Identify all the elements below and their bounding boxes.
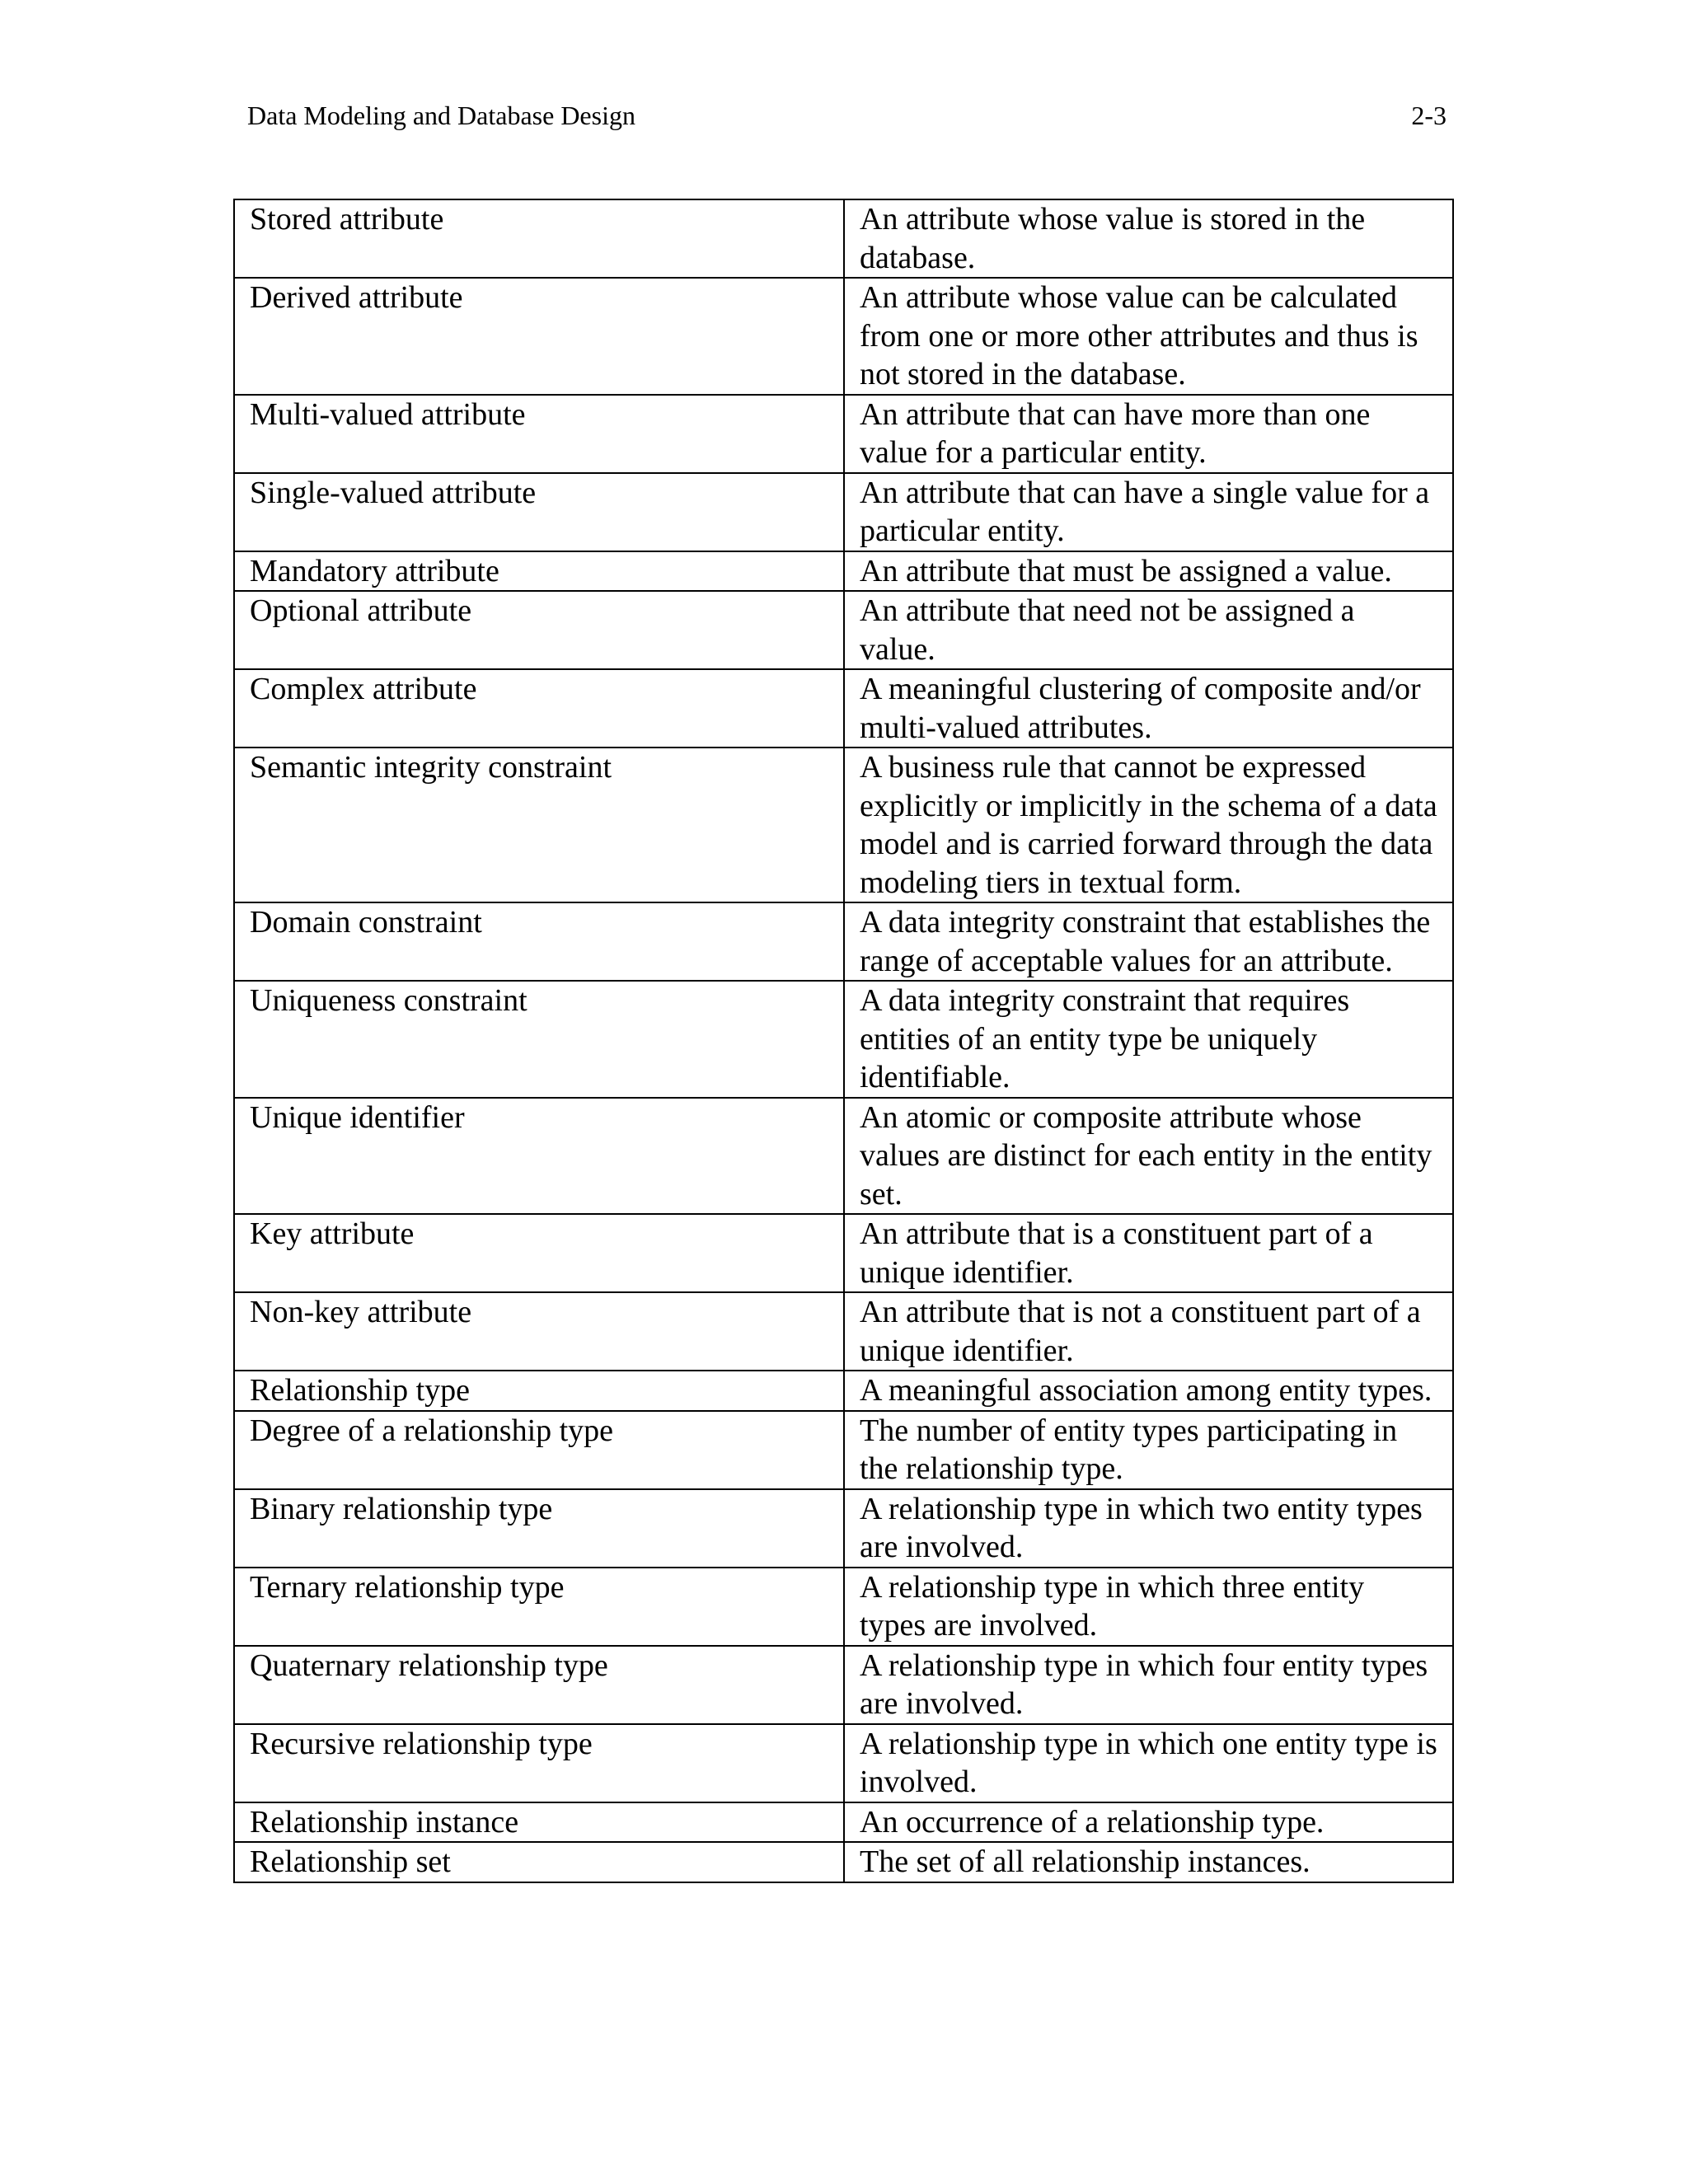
- term-cell: Multi-valued attribute: [234, 395, 844, 473]
- table-row: [234, 1568, 1453, 1646]
- table-row: [234, 1411, 1453, 1489]
- term-cell: Semantic integrity constraint: [234, 748, 844, 902]
- definition-cell: A meaningful clustering of composite and/or multi-valued attributes.: [844, 669, 1453, 748]
- definition-cell: A relationship type in which three entity types are involved.: [844, 1568, 1453, 1646]
- term-cell: Relationship instance: [234, 1802, 844, 1843]
- definition-cell: An attribute that need not be assigned a value.: [844, 591, 1453, 669]
- table-row: [234, 551, 1453, 592]
- table-row: [234, 1098, 1453, 1215]
- term-cell: Unique identifier: [234, 1098, 844, 1215]
- glossary-table: [233, 199, 1454, 1883]
- table-row: [234, 1371, 1453, 1411]
- definition-cell: A data integrity constraint that requires entities of an entity type be uniquely identifiable.: [844, 981, 1453, 1098]
- definition-cell: A business rule that cannot be expressed explicitly or implicitly in the schema of a data model and is carried forward through the data modeling tiers in textual form.: [844, 748, 1453, 902]
- definition-cell: An attribute whose value is stored in the database.: [844, 199, 1453, 278]
- table-row: [234, 1646, 1453, 1724]
- table-row: [234, 748, 1453, 902]
- table-row: [234, 1842, 1453, 1882]
- definition-cell: A data integrity constraint that establishes the range of acceptable values for an attribute.: [844, 902, 1453, 981]
- term-cell: Relationship set: [234, 1842, 844, 1882]
- term-cell: Derived attribute: [234, 278, 844, 395]
- term-cell: Degree of a relationship type: [234, 1411, 844, 1489]
- table-row: [234, 981, 1453, 1098]
- page-header: [247, 97, 1447, 134]
- running-title: Data Modeling and Database Design: [247, 101, 635, 130]
- definition-cell: The set of all relationship instances.: [844, 1842, 1453, 1882]
- term-cell: Key attribute: [234, 1214, 844, 1292]
- term-cell: Complex attribute: [234, 669, 844, 748]
- table-row: [234, 1292, 1453, 1371]
- term-cell: Non-key attribute: [234, 1292, 844, 1371]
- table-row: [234, 669, 1453, 748]
- definition-cell: An attribute whose value can be calculated from one or more other attributes and thus is not stored in the database.: [844, 278, 1453, 395]
- term-cell: Ternary relationship type: [234, 1568, 844, 1646]
- table-row: [234, 278, 1453, 395]
- table-row: [234, 1489, 1453, 1568]
- definition-cell: A relationship type in which two entity types are involved.: [844, 1489, 1453, 1568]
- term-cell: Uniqueness constraint: [234, 981, 844, 1098]
- definition-cell: A relationship type in which four entity types are involved.: [844, 1646, 1453, 1724]
- table-row: [234, 199, 1453, 278]
- glossary-body: [234, 199, 1453, 1882]
- definition-cell: An occurrence of a relationship type.: [844, 1802, 1453, 1843]
- table-row: [234, 902, 1453, 981]
- definition-cell: An attribute that can have a single value for a particular entity.: [844, 473, 1453, 551]
- definition-cell: A relationship type in which one entity type is involved.: [844, 1724, 1453, 1802]
- term-cell: Stored attribute: [234, 199, 844, 278]
- table-row: [234, 1724, 1453, 1802]
- definition-cell: An attribute that must be assigned a value.: [844, 551, 1453, 592]
- term-cell: Recursive relationship type: [234, 1724, 844, 1802]
- term-cell: Single-valued attribute: [234, 473, 844, 551]
- term-cell: Mandatory attribute: [234, 551, 844, 592]
- table-row: [234, 1214, 1453, 1292]
- table-row: [234, 591, 1453, 669]
- term-cell: Relationship type: [234, 1371, 844, 1411]
- term-cell: Quaternary relationship type: [234, 1646, 844, 1724]
- term-cell: Binary relationship type: [234, 1489, 844, 1568]
- definition-cell: An atomic or composite attribute whose values are distinct for each entity in the entity set.: [844, 1098, 1453, 1215]
- table-row: [234, 395, 1453, 473]
- term-cell: Optional attribute: [234, 591, 844, 669]
- definition-cell: An attribute that is a constituent part of a unique identifier.: [844, 1214, 1453, 1292]
- table-row: [234, 1802, 1453, 1843]
- term-cell: Domain constraint: [234, 902, 844, 981]
- definition-cell: An attribute that is not a constituent part of a unique identifier.: [844, 1292, 1453, 1371]
- page-number: 2-3: [1411, 101, 1447, 130]
- definition-cell: A meaningful association among entity types.: [844, 1371, 1453, 1411]
- definition-cell: The number of entity types participating in the relationship type.: [844, 1411, 1453, 1489]
- table-row: [234, 473, 1453, 551]
- definition-cell: An attribute that can have more than one value for a particular entity.: [844, 395, 1453, 473]
